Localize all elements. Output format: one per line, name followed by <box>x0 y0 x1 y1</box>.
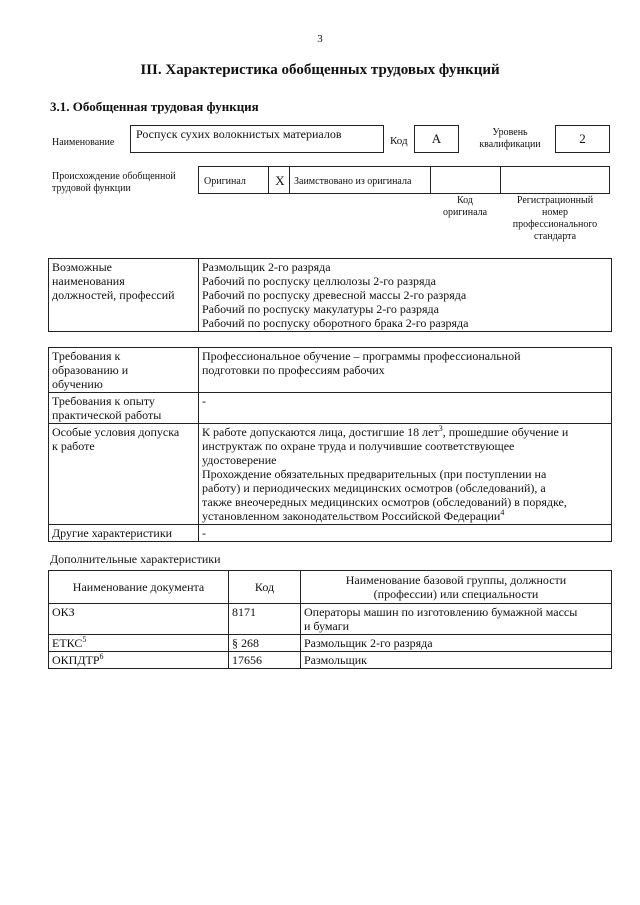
special-line-3: удостоверение <box>202 453 277 467</box>
footnote-ref-5: 5 <box>82 635 87 644</box>
col-name-header-line-1: Наименование базовой группы, должности <box>345 573 567 587</box>
row-name-line-2: и бумаги <box>304 619 350 633</box>
footnote-ref-6: 6 <box>99 652 104 661</box>
position-item: Рабочий по роспуску макулатуры 2-го разряда <box>202 302 439 316</box>
additional-header-row <box>49 571 612 604</box>
special-line-7 <box>202 509 608 523</box>
original-mark: X <box>275 173 285 188</box>
origin-label-line-2: трудовой функции <box>52 183 131 194</box>
row-doc-text: ЕТКС <box>52 636 83 650</box>
other-characteristics-value: - <box>199 525 612 542</box>
borrowed-label: Заимствовано из оригинала <box>294 176 412 187</box>
special-conditions-label <box>49 424 199 525</box>
row-doc <box>49 635 229 652</box>
special-conditions-value <box>199 424 612 525</box>
row-code: § 268 <box>229 635 301 652</box>
function-name-value: Роспуск сухих волокнистых материалов <box>136 127 342 141</box>
col-name-header <box>301 571 612 604</box>
code-box <box>414 125 459 153</box>
additional-table <box>48 570 612 669</box>
table-row <box>49 635 612 652</box>
positions-label-line-3: должностей, профессий <box>52 288 175 302</box>
special-label-line-1: Особые условия допуска <box>52 425 180 439</box>
code-value: А <box>431 131 442 146</box>
table-row <box>49 652 612 669</box>
col-code-header: Код <box>229 571 301 604</box>
row-name <box>301 604 612 635</box>
row-doc <box>49 652 229 669</box>
education-row <box>49 348 612 393</box>
section-title: III. Характеристика обобщенных трудовых функций <box>140 62 500 78</box>
positions-label-line-2: наименования <box>52 274 125 288</box>
row-doc-text: ОКПДТР <box>52 653 100 667</box>
reg-caption-line-3: профессионального <box>512 219 598 230</box>
special-line-7-text: установленном законодательством Российской Федерации <box>202 509 501 523</box>
level-label <box>470 127 550 151</box>
special-line-1-text: К работе допускаются лица, достигшие 18 лет <box>202 425 439 439</box>
education-label-line-2: образованию и <box>52 363 129 377</box>
special-label-line-2: к работе <box>52 439 95 453</box>
col-name-header-line-2: (профессии) или специальности <box>373 587 539 601</box>
page-number: 3 <box>317 33 323 45</box>
positions-label-line-1: Возможные <box>52 260 112 274</box>
code-original-caption <box>430 195 500 219</box>
level-label-line-2: квалификации <box>479 139 541 150</box>
row-doc-text: ОКЗ <box>52 605 75 619</box>
special-line-5: работу) и периодических медицинских осмотров (обследований), а <box>202 481 546 495</box>
function-title: 3.1. Обобщенная трудовая функция <box>50 99 259 114</box>
reg-number-caption <box>500 195 610 243</box>
experience-label-line-2: практической работы <box>52 408 162 422</box>
origin-reg-divider <box>500 166 501 194</box>
row-name: Размольщик <box>301 652 612 669</box>
footnote-ref-4: 4 <box>500 508 505 517</box>
education-value <box>199 348 612 393</box>
row-code: 17656 <box>229 652 301 669</box>
level-box <box>555 125 610 153</box>
code-original-caption-line-2: оригинала <box>442 207 488 218</box>
position-item: Рабочий по роспуску древесной массы 2-го разряда <box>202 288 467 302</box>
special-line-1-end: , прошедшие обучение и <box>442 425 569 439</box>
reg-caption-line-2: номер <box>542 207 568 218</box>
origin-code-cell <box>430 166 500 194</box>
positions-table <box>48 258 612 332</box>
position-item: Рабочий по роспуску целлюлозы 2-го разряда <box>202 274 436 288</box>
additional-title: Дополнительные характеристики <box>50 552 221 566</box>
special-line-4: Прохождение обязательных предварительных (при поступлении на <box>202 467 547 481</box>
level-value: 2 <box>579 131 586 146</box>
col-doc-header: Наименование документа <box>49 571 229 604</box>
reg-caption-line-1: Регистрационный <box>516 195 594 206</box>
level-label-line-1: Уровень <box>492 127 528 138</box>
special-conditions-row <box>49 424 612 525</box>
education-label <box>49 348 199 393</box>
positions-list <box>199 259 612 332</box>
special-line-6: также внеочередных медицинских осмотров (обследований) в порядке, <box>202 495 567 509</box>
origin-label <box>52 171 176 195</box>
special-line-1 <box>202 425 608 439</box>
row-name-line-1: Операторы машин по изготовлению бумажной массы <box>304 605 578 619</box>
other-characteristics-label: Другие характеристики <box>49 525 199 542</box>
education-label-line-3: обучению <box>52 377 103 391</box>
row-doc <box>49 604 229 635</box>
requirements-table <box>48 347 612 542</box>
experience-label <box>49 393 199 424</box>
row-name: Размольщик 2-го разряда <box>301 635 612 652</box>
other-characteristics-row <box>49 525 612 542</box>
code-original-caption-line-1: Код <box>457 195 473 206</box>
positions-row <box>49 259 612 332</box>
name-label: Наименование <box>52 137 115 148</box>
reg-caption-line-4: стандарта <box>533 231 577 242</box>
row-code: 8171 <box>229 604 301 635</box>
experience-label-line-1: Требования к опыту <box>52 394 155 408</box>
positions-label <box>49 259 199 332</box>
function-name-box <box>130 125 384 153</box>
origin-label-line-1: Происхождение обобщенной <box>52 171 176 182</box>
footnote-ref-3: 3 <box>438 424 443 433</box>
experience-value: - <box>199 393 612 424</box>
education-value-line-2: подготовки по профессиям рабочих <box>202 363 385 377</box>
original-label: Оригинал <box>204 176 246 187</box>
position-item: Размольщик 2-го разряда <box>202 260 331 274</box>
table-row <box>49 604 612 635</box>
experience-row <box>49 393 612 424</box>
education-label-line-1: Требования к <box>52 349 121 363</box>
education-value-line-1: Профессиональное обучение – программы профессиональной <box>202 349 521 363</box>
special-line-2: инструктаж по охране труда и получившие соответствующее <box>202 439 515 453</box>
code-label: Код <box>390 135 408 147</box>
position-item: Рабочий по роспуску оборотного брака 2-го разряда <box>202 316 469 330</box>
